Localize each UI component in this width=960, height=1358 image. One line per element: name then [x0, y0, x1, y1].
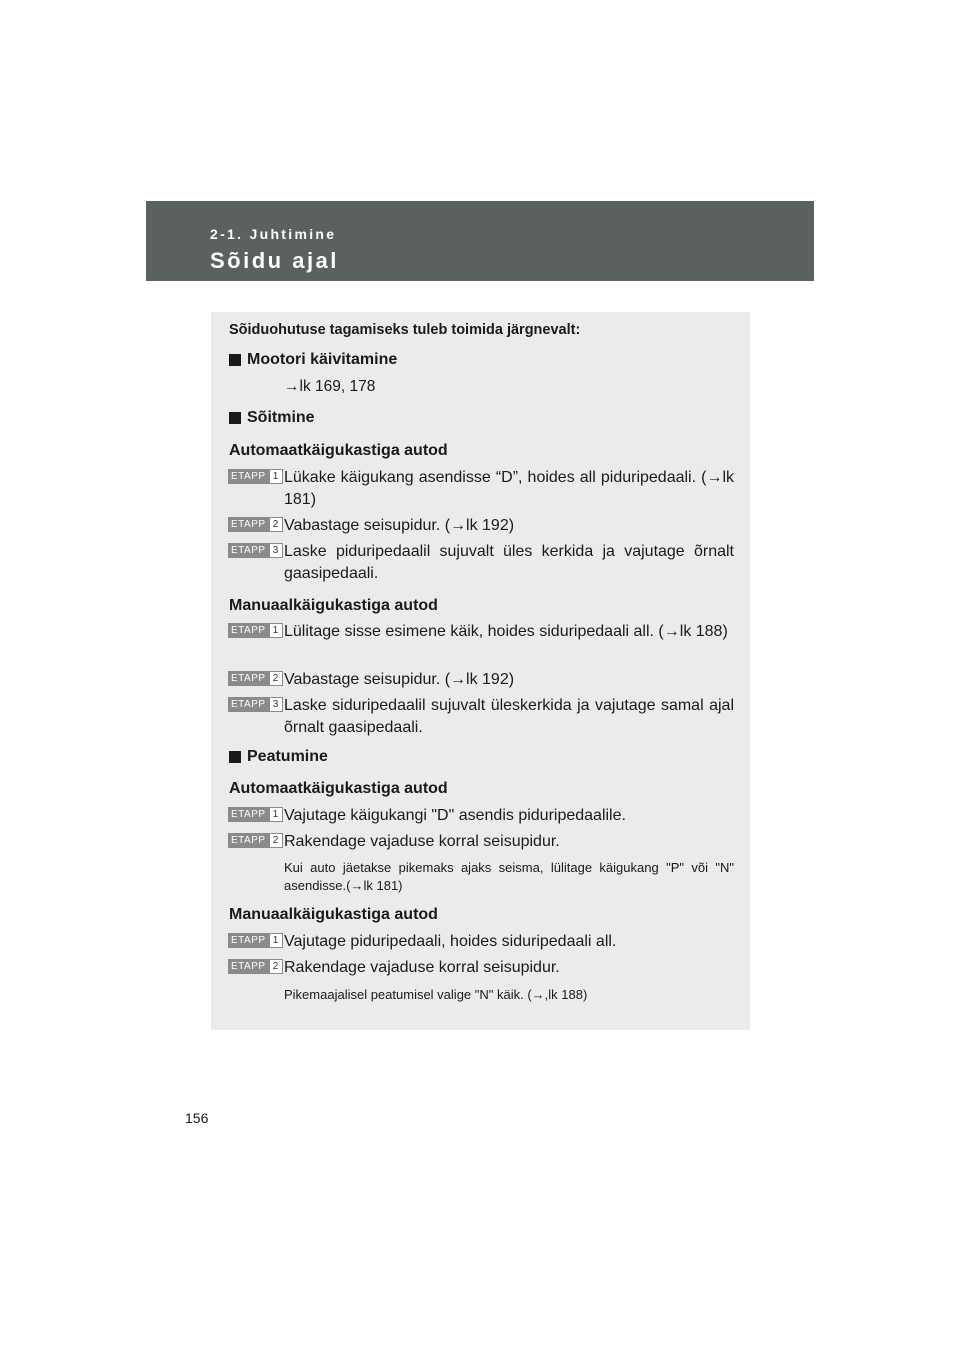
step-text: Laske siduripedaalil sujuvalt üleskerkida ja vajutage samal ajal õrnalt gaasipedaali. — [284, 697, 734, 736]
step-item — [228, 805, 734, 827]
step-text: Vabastage seisupidur. (→lk 192) — [284, 671, 515, 688]
step-item — [228, 931, 734, 953]
step-item — [228, 695, 734, 739]
driving-manual-title: Manuaalkäigukastiga autod — [229, 597, 438, 614]
stopping-automatic-note: Kui auto jäetakse pikemaks ajaks seisma, lülitage käigukang "P" või "N" asendisse.(→lk 181) — [284, 860, 734, 893]
step-text: Rakendage vajaduse korral seisupidur. — [284, 833, 560, 850]
heading-engine-start — [229, 351, 397, 369]
step-text: Laske piduripedaalil sujuvalt üles kerkida ja vajutage õrnalt gaasipedaali. — [284, 543, 734, 582]
step-item — [228, 957, 734, 979]
etapp-badge: ETAPP 1 — [228, 623, 283, 638]
driving-automatic-title: Automaatkäigukastiga autod — [229, 442, 448, 459]
heading-stopping-label: Peatumine — [247, 748, 328, 765]
etapp-badge: ETAPP 2 — [228, 833, 283, 848]
etapp-badge: ETAPP 2 — [228, 959, 283, 974]
etapp-badge: ETAPP 3 — [228, 543, 283, 558]
heading-driving — [229, 409, 315, 427]
heading-driving-label: Sõitmine — [247, 409, 315, 426]
step-text: Vabastage seisupidur. (→lk 192) — [284, 517, 515, 534]
square-bullet-icon — [229, 412, 241, 424]
step-item — [228, 467, 734, 511]
heading-stopping — [229, 748, 328, 766]
etapp-badge: ETAPP 3 — [228, 697, 283, 712]
step-text: Lülitage sisse esimene käik, hoides siduripedaali all. (→lk 188) — [284, 623, 728, 640]
step-item — [228, 669, 734, 691]
step-text: Vajutage käigukangi "D" asendis piduripedaalile. — [284, 807, 626, 824]
heading-engine-start-label: Mootori käivitamine — [247, 351, 398, 368]
step-item — [228, 541, 734, 585]
section-label: 2-1. Juhtimine — [210, 226, 337, 242]
step-item — [228, 831, 734, 853]
stopping-manual-note: Pikemaajalisel peatumisel valige "N" käik. (→,lk 188) — [284, 987, 588, 1002]
etapp-badge: ETAPP 1 — [228, 469, 283, 484]
etapp-badge: ETAPP 1 — [228, 933, 283, 948]
square-bullet-icon — [229, 751, 241, 763]
etapp-badge: ETAPP 2 — [228, 671, 283, 686]
section-header — [146, 201, 814, 281]
page-number: 156 — [185, 1110, 209, 1126]
step-item — [228, 621, 734, 643]
etapp-badge: ETAPP 2 — [228, 517, 283, 532]
page-title: Sõidu ajal — [210, 248, 339, 273]
stopping-automatic-title: Automaatkäigukastiga autod — [229, 780, 448, 797]
stopping-manual-title: Manuaalkäigukastiga autod — [229, 906, 438, 923]
engine-start-ref: →lk 169, 178 — [284, 378, 376, 395]
step-text: Vajutage piduripedaali, hoides siduripedaali all. — [284, 933, 617, 950]
square-bullet-icon — [229, 354, 241, 366]
intro-text: Sõiduohutuse tagamiseks tuleb toimida järgnevalt: — [229, 322, 581, 338]
step-text: Lükake käigukang asendisse “D”, hoides all piduripedaali. (→lk 181) — [284, 469, 734, 508]
etapp-badge: ETAPP 1 — [228, 807, 283, 822]
step-item — [228, 515, 734, 537]
step-text: Rakendage vajaduse korral seisupidur. — [284, 959, 560, 976]
